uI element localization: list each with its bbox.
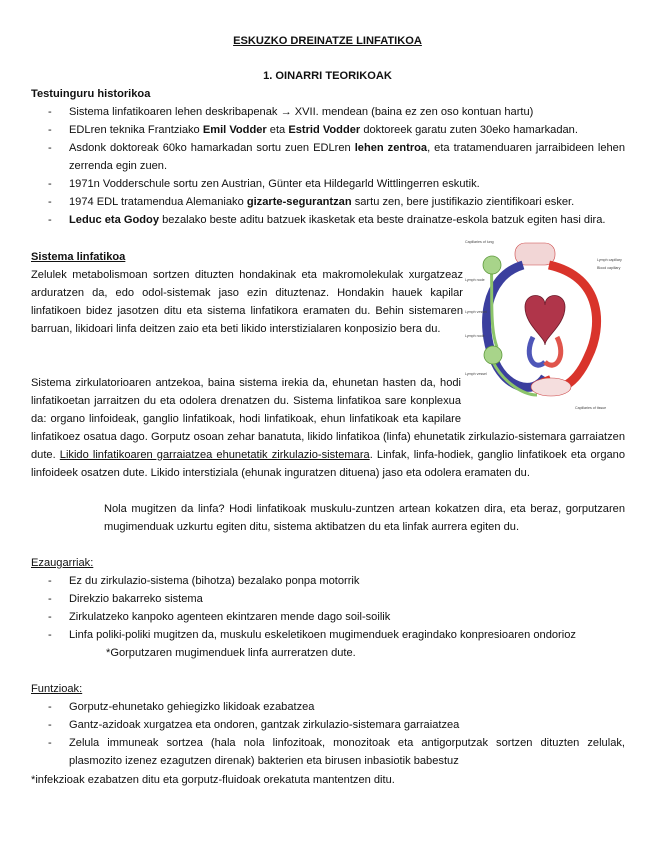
- label-lung-capillaries: Capillaries of lung: [465, 240, 494, 244]
- list-item: - Zirkulatzeko kanpoko agenteen ekintzaren mende dago soil-soilik: [31, 608, 625, 626]
- lymph-paragraph-3: Nola mugitzen da linfa? Hodi linfatikoak muskulu-zuntzen artean kokatzen dira, eta beraz, gorputzaren mugimenduak uzkurtu egiten ditu, sistema aktibatzen du eta linfak aurrera egiten du.: [104, 503, 625, 533]
- paragraph-2-text-a: Sistema zirkulatorioaren antzekoa, baina sistema irekia da, ehunetan hasten da, hodi linfatikoetan jarraitzen du eta odolera drenatzen du. Sistema linfatikoa sare konplexua da: organo linfoideak, ganglio linfatikoak, hodi linfatikoak, ehun linfatikoak eta kapilare linfatikoez osatua dago. Gorputz osoan zehar banatuta, likido linfatikoa (linfa) ehunetatik zirkulazio-sistemara garraiatzen dute.: [31, 377, 625, 461]
- list-item: - Zelula immuneak sortzea (hala nola linfozitoak, monozitoak eta antigorputzak sortzen dituzten zelulak, plasmozito izenez ezagutzen direnak) bakterien eta birusen inbasiotik babestuz: [31, 734, 625, 770]
- lymph-paragraph-2-intro: [31, 374, 625, 482]
- label-tissue-capillaries: Capillaries of tissue: [575, 406, 607, 410]
- label-lymph-node-1: Lymph node: [465, 278, 485, 282]
- paragraph-2-text-b: . Linfak, linfa-hodiek, ganglio linfatikoek eta organo linfoideek osatzen dute. Likido interstiziala (ehunak inguratzen dituena) jaso eta odolera eramaten du.: [31, 449, 625, 479]
- functions-heading: Funtzioak:: [31, 683, 83, 695]
- document-title: ESKUZKO DREINATZE LINFATIKOA: [233, 35, 422, 47]
- list-item: - Gorputz-ehunetako gehiegizko likidoak ezabatzea: [31, 698, 625, 716]
- label-lymph-node-2: Lymph node: [465, 334, 485, 338]
- history-heading: Testuinguru historikoa: [31, 88, 151, 100]
- figure-clearance: [461, 374, 625, 415]
- lymph-system-heading: Sistema linfatikoa: [31, 251, 126, 263]
- list-item: - Linfa poliki-poliki mugitzen da, muskulu eskeletikoen mugimenduek eragindako konpresioaren ondorioz: [31, 626, 625, 644]
- history-list: [31, 103, 625, 229]
- list-item: - Gantz-azidoak xurgatzea eta ondoren, gantzak zirkulazio-sistemara garraiatzea: [31, 716, 625, 734]
- functions-list: [31, 698, 625, 770]
- list-item: - EDLren teknika Frantziako Emil Vodder eta Estrid Vodder doktoreek garatu zuten 30eko hamarkadan.: [31, 121, 625, 139]
- lymph-node-lower: [484, 346, 502, 364]
- section-title: 1. OINARRI TEORIKOAK: [263, 70, 392, 82]
- features-list: [31, 572, 625, 644]
- label-lymph-capillary: Lymph capillary: [597, 258, 622, 262]
- list-item: - Ez du zirkulazio-sistema (bihotza) bezalako ponpa motorrik: [31, 572, 625, 590]
- list-item: - Direkzio bakarreko sistema: [31, 590, 625, 608]
- list-item: - 1974 EDL tratamendua Alemaniako gizarte-segurantzan sartu zen, bere justifikazio zientifikoari esker.: [31, 193, 625, 211]
- functions-note: *infekzioak ezabatzen ditu eta gorputz-fluidoak orekatuta mantentzen ditu.: [31, 774, 395, 786]
- lymph-paragraph-1: Zelulek metabolismoan sortzen dituzten hondakinak eta makromolekulak xurgatzeaz arduratzen da, edo odol-sistemak jaso ezin dituztenaz. Hondakin hauek kapilar linfatikoen bidez jasotzen ditu eta sistema linfatikora eramaten du. Behin sistemaren barruan, likidoari linfa deitzen zaio eta beti likido interstizialaren konposizio bera du.: [31, 269, 463, 335]
- features-note: *Gorputzaren mugimenduek linfa aurreratzen dute.: [106, 647, 356, 659]
- features-heading: Ezaugarriak:: [31, 557, 94, 569]
- paragraph-2-underlined: Likido linfatikoaren garraiatzea ehunetatik zirkulazio-sistemara: [59, 449, 370, 461]
- list-item: - Asdonk doktoreak 60ko hamarkadan sortu zuen EDLren lehen zentroa, eta tratamenduaren jarraibideen lehen zerrenda egin zuen.: [31, 139, 625, 175]
- label-lymph-vessel-1: Lymph vessel: [465, 310, 487, 314]
- list-item: - 1971n Vodderschule sortu zen Austrian, Günter eta Hildegarld Wittlingerren eskutik.: [31, 175, 625, 193]
- vein-inner: [529, 337, 545, 365]
- list-item: - Sistema linfatikoaren lehen deskribapenak → XVII. mendean (baina ez zen oso kontuan hartu): [31, 103, 625, 121]
- artery-inner: [545, 337, 561, 365]
- list-item: - Leduc eta Godoy bezalako beste aditu batzuek ikasketak eta beste drainatze-eskola batzuk egiten hasi dira.: [31, 211, 625, 229]
- lymph-node-upper: [483, 256, 501, 274]
- label-blood-capillary: Blood capillary: [597, 266, 621, 270]
- label-lymph-vessel-2: Lymph vessel: [465, 372, 487, 376]
